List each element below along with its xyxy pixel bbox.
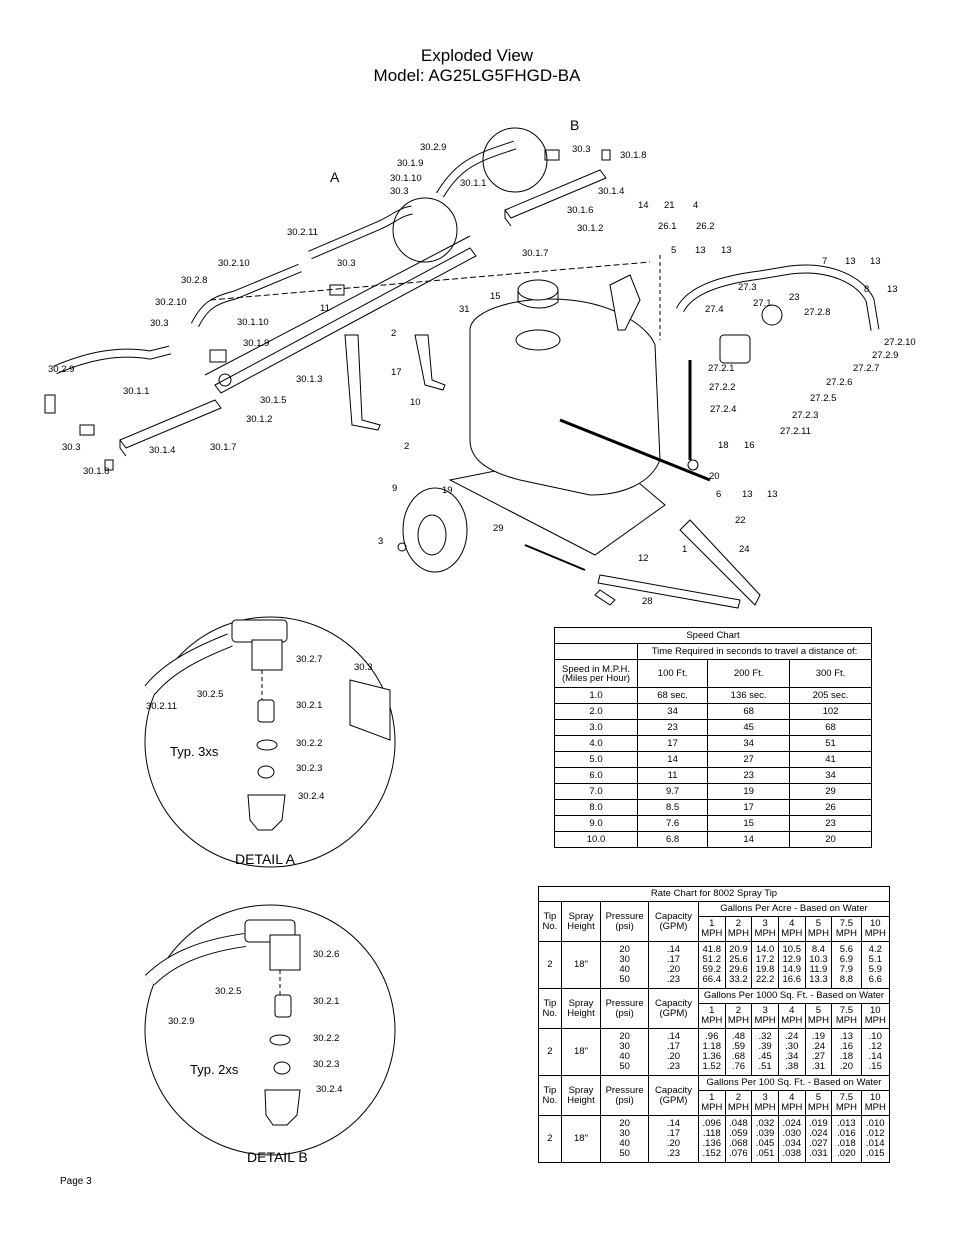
value-cell: 41.8 51.2 59.2 66.4 bbox=[698, 942, 725, 989]
callout: 2 bbox=[404, 441, 410, 452]
callout: 30.1.6 bbox=[567, 205, 594, 216]
pressure-cell: 20 30 40 50 bbox=[601, 1116, 649, 1163]
callout: 30.2.4 bbox=[298, 791, 325, 802]
callout: 31 bbox=[459, 304, 470, 315]
callout: 13 bbox=[767, 489, 778, 500]
detail-a-label: DETAIL A bbox=[235, 851, 295, 867]
capacity-header: Capacity (GPM) bbox=[649, 902, 699, 942]
table-cell: 17 bbox=[708, 800, 790, 816]
callout: 30.2.1 bbox=[313, 996, 340, 1007]
speed-header: 5 MPH bbox=[805, 1004, 832, 1029]
callout: 24 bbox=[739, 544, 750, 555]
table-row bbox=[555, 736, 872, 752]
table-cell: 2.0 bbox=[555, 704, 638, 720]
callout: 30.2.9 bbox=[420, 142, 447, 153]
detail-a-typ: Typ. 3xs bbox=[170, 744, 219, 759]
callout: 21 bbox=[664, 200, 675, 211]
table-cell: 3.0 bbox=[555, 720, 638, 736]
value-cell: 10.5 12.9 14.9 16.6 bbox=[778, 942, 805, 989]
callout: 22 bbox=[735, 515, 746, 526]
callout: 30.1.5 bbox=[260, 395, 287, 406]
table-cell: 23 bbox=[638, 720, 708, 736]
value-cell: 4.2 5.1 5.9 6.6 bbox=[861, 942, 889, 989]
value-cell: .032 .039 .045 .051 bbox=[752, 1116, 779, 1163]
value-cell: 20.9 25.6 29.6 33.2 bbox=[725, 942, 752, 989]
callout: 16 bbox=[744, 440, 755, 451]
callout: 5 bbox=[671, 245, 677, 256]
tip-cell: 2 bbox=[539, 1029, 562, 1076]
table-row bbox=[539, 1116, 890, 1163]
section-heading: Gallons Per 100 Sq. Ft. - Based on Water bbox=[698, 1076, 889, 1091]
callout: 30.2.6 bbox=[313, 949, 340, 960]
table-cell: 23 bbox=[708, 768, 790, 784]
page-number: Page 3 bbox=[60, 1176, 92, 1187]
callout: 19 bbox=[442, 485, 453, 496]
callout: 10 bbox=[410, 397, 421, 408]
callout: 13 bbox=[870, 256, 881, 267]
callout: 30.3 bbox=[150, 318, 169, 329]
pressure-header: Pressure (psi) bbox=[601, 1076, 649, 1116]
capacity-cell: .14 .17 .20 .23 bbox=[649, 1116, 699, 1163]
table-cell: 19 bbox=[708, 784, 790, 800]
table-cell: 5.0 bbox=[555, 752, 638, 768]
callout: 13 bbox=[721, 245, 732, 256]
callout: 30.2.10 bbox=[155, 297, 187, 308]
column-header: 100 Ft. bbox=[638, 660, 708, 688]
callout: 18 bbox=[718, 440, 729, 451]
callout: 30.2.8 bbox=[181, 275, 208, 286]
callout: 26.2 bbox=[696, 221, 715, 232]
table-cell: 8.5 bbox=[638, 800, 708, 816]
table-cell: 7.0 bbox=[555, 784, 638, 800]
callout: 30.2.5 bbox=[197, 689, 224, 700]
table-cell: 7.6 bbox=[638, 816, 708, 832]
callout: 9 bbox=[392, 483, 398, 494]
capacity-cell: .14 .17 .20 .23 bbox=[649, 1029, 699, 1076]
callout: 30.1.10 bbox=[390, 173, 422, 184]
tip-cell: 2 bbox=[539, 942, 562, 989]
speed-header: 4 MPH bbox=[778, 917, 805, 942]
callout: 30.2.11 bbox=[287, 227, 318, 238]
value-cell: .096 .118 .136 .152 bbox=[698, 1116, 725, 1163]
callout: 30.3 bbox=[337, 258, 356, 269]
callout: 20 bbox=[709, 471, 720, 482]
value-cell: .24 .30 .34 .38 bbox=[778, 1029, 805, 1076]
page-title: Exploded View bbox=[420, 46, 534, 65]
table-cell: 15 bbox=[708, 816, 790, 832]
value-cell: .19 .24 .27 .31 bbox=[805, 1029, 832, 1076]
table-cell: 68 sec. bbox=[638, 688, 708, 704]
table-cell: 136 sec. bbox=[708, 688, 790, 704]
callout: 30.1.4 bbox=[598, 186, 625, 197]
callout: 23 bbox=[789, 292, 800, 303]
callout: 30.1.10 bbox=[237, 317, 269, 328]
callout: 28 bbox=[642, 596, 653, 607]
value-cell: .013 .016 .018 .020 bbox=[832, 1116, 861, 1163]
height-cell: 18" bbox=[561, 942, 600, 989]
speed-header: 2 MPH bbox=[725, 917, 752, 942]
table-cell: 41 bbox=[790, 752, 872, 768]
speed-header: 2 MPH bbox=[725, 1091, 752, 1116]
speed-header: 5 MPH bbox=[805, 917, 832, 942]
table-cell: 27 bbox=[708, 752, 790, 768]
callout: 8 bbox=[864, 284, 870, 295]
column-header: 300 Ft. bbox=[790, 660, 872, 688]
table-cell: 10.0 bbox=[555, 832, 638, 848]
callout: 27.2.9 bbox=[872, 350, 899, 361]
table-cell: 51 bbox=[790, 736, 872, 752]
table-cell: 14 bbox=[708, 832, 790, 848]
speed-header: 1 MPH bbox=[698, 917, 725, 942]
pressure-cell: 20 30 40 50 bbox=[601, 942, 649, 989]
capacity-cell: .14 .17 .20 .23 bbox=[649, 942, 699, 989]
value-cell: .019 .024 .027 .031 bbox=[805, 1116, 832, 1163]
callout: 30.1.8 bbox=[83, 466, 110, 477]
speed-header: 3 MPH bbox=[752, 1091, 779, 1116]
table-cell: 20 bbox=[790, 832, 872, 848]
value-cell: .10 .12 .14 .15 bbox=[861, 1029, 889, 1076]
callout: 7 bbox=[822, 256, 828, 267]
table-cell: 9.7 bbox=[638, 784, 708, 800]
height-cell: 18" bbox=[561, 1029, 600, 1076]
capacity-header: Capacity (GPM) bbox=[649, 989, 699, 1029]
callout: 2 bbox=[391, 328, 397, 339]
callout: 30.2.3 bbox=[296, 763, 323, 774]
speed-header: 3 MPH bbox=[752, 917, 779, 942]
table-cell: 102 bbox=[790, 704, 872, 720]
speed-header: 4 MPH bbox=[778, 1004, 805, 1029]
callout: 27.2.10 bbox=[884, 337, 916, 348]
speed-header: 10 MPH bbox=[861, 917, 889, 942]
speed-header: 7.5 MPH bbox=[832, 1091, 861, 1116]
callout: 4 bbox=[693, 200, 699, 211]
callout: 30.2.5 bbox=[215, 986, 242, 997]
callout: 1 bbox=[682, 544, 688, 555]
callout: 30.1.8 bbox=[620, 150, 647, 161]
detail-b-typ: Typ. 2xs bbox=[190, 1062, 239, 1077]
speed-header: 1 MPH bbox=[698, 1004, 725, 1029]
tip-header: Tip No. bbox=[539, 1076, 562, 1116]
callout: 13 bbox=[845, 256, 856, 267]
callout: 30.3 bbox=[62, 442, 81, 453]
callout: 27.2.4 bbox=[710, 404, 737, 415]
table-cell: 6.8 bbox=[638, 832, 708, 848]
table-row bbox=[555, 816, 872, 832]
callout: 30.3 bbox=[354, 662, 373, 673]
callout: 27.2.5 bbox=[810, 393, 837, 404]
callout: 30.2.2 bbox=[296, 738, 323, 749]
callout: 6 bbox=[716, 489, 722, 500]
callout: 30.2.9 bbox=[168, 1016, 195, 1027]
table-cell: 68 bbox=[708, 704, 790, 720]
table-cell: 17 bbox=[638, 736, 708, 752]
callout: 30.1.4 bbox=[149, 445, 176, 456]
callout: 11 bbox=[320, 303, 330, 314]
table-cell: 45 bbox=[708, 720, 790, 736]
value-cell: .32 .39 .45 .51 bbox=[752, 1029, 779, 1076]
column-header: 200 Ft. bbox=[708, 660, 790, 688]
speed-header: 4 MPH bbox=[778, 1091, 805, 1116]
value-cell: 5.6 6.9 7.9 8.8 bbox=[832, 942, 861, 989]
tip-cell: 2 bbox=[539, 1116, 562, 1163]
callout: 27.2.1 bbox=[708, 363, 735, 374]
pressure-cell: 20 30 40 50 bbox=[601, 1029, 649, 1076]
speed-header: 1 MPH bbox=[698, 1091, 725, 1116]
callout: 30.1.2 bbox=[577, 223, 604, 234]
table-row bbox=[539, 1029, 890, 1076]
rate-chart-table bbox=[538, 886, 890, 1163]
detail-a-drawing bbox=[145, 617, 395, 867]
speed-header: 3 MPH bbox=[752, 1004, 779, 1029]
capacity-header: Capacity (GPM) bbox=[649, 1076, 699, 1116]
callout: 30.2.1 bbox=[296, 700, 323, 711]
value-cell: 14.0 17.2 19.8 22.2 bbox=[752, 942, 779, 989]
speed-column-header: Speed in M.P.H. (Miles per Hour) bbox=[555, 660, 638, 688]
callout: 27.4 bbox=[705, 304, 724, 315]
callout-a: A bbox=[330, 169, 340, 185]
tip-header: Tip No. bbox=[539, 989, 562, 1029]
value-cell: .048 .059 .068 .076 bbox=[725, 1116, 752, 1163]
callout: 30.1.9 bbox=[397, 158, 424, 169]
table-row bbox=[555, 784, 872, 800]
callout: 30.3 bbox=[572, 144, 591, 155]
model-number: Model: AG25LG5FHGD-BA bbox=[373, 66, 581, 85]
section-heading: Gallons Per Acre - Based on Water bbox=[698, 902, 889, 917]
callout-b: B bbox=[570, 117, 580, 133]
callout: 30.2.2 bbox=[313, 1033, 340, 1044]
callout: 30.3 bbox=[390, 186, 409, 197]
speed-header: 7.5 MPH bbox=[832, 1004, 861, 1029]
table-cell: 1.0 bbox=[555, 688, 638, 704]
pressure-header: Pressure (psi) bbox=[601, 902, 649, 942]
table-cell: 34 bbox=[790, 768, 872, 784]
table-cell: 34 bbox=[708, 736, 790, 752]
callout: 14 bbox=[638, 200, 649, 211]
detail-b-label: DETAIL B bbox=[247, 1149, 308, 1165]
callout: 27.2.2 bbox=[709, 382, 736, 393]
table-cell: 6.0 bbox=[555, 768, 638, 784]
callout: 13 bbox=[887, 284, 898, 295]
callout: 29 bbox=[493, 523, 504, 534]
callout: 12 bbox=[638, 553, 649, 564]
callout: 27.1 bbox=[753, 298, 772, 309]
table-header-row bbox=[539, 902, 890, 917]
callout: 30.2.11 bbox=[146, 701, 177, 712]
callout: 3 bbox=[378, 536, 384, 547]
table-row bbox=[555, 800, 872, 816]
speed-header: 10 MPH bbox=[861, 1004, 889, 1029]
table-cell: 23 bbox=[790, 816, 872, 832]
table-cell: 29 bbox=[790, 784, 872, 800]
table-cell: 34 bbox=[638, 704, 708, 720]
callout: 27.2.6 bbox=[826, 377, 853, 388]
callout: 27.2.8 bbox=[804, 307, 831, 318]
callout: 13 bbox=[742, 489, 753, 500]
callout: 27.2.11 bbox=[780, 426, 811, 437]
speed-chart-title: Speed Chart bbox=[555, 628, 872, 644]
table-row bbox=[555, 688, 872, 704]
value-cell: 8.4 10.3 11.9 13.3 bbox=[805, 942, 832, 989]
speed-chart-subtitle: Time Required in seconds to travel a distance of: bbox=[638, 644, 872, 660]
callout: 30.2.3 bbox=[313, 1059, 340, 1070]
callout: 13 bbox=[695, 245, 706, 256]
table-cell: 26 bbox=[790, 800, 872, 816]
value-cell: .024 .030 .034 .038 bbox=[778, 1116, 805, 1163]
table-row bbox=[555, 832, 872, 848]
table-row bbox=[555, 704, 872, 720]
table-cell: 14 bbox=[638, 752, 708, 768]
speed-header: 2 MPH bbox=[725, 1004, 752, 1029]
callout: 27.3 bbox=[738, 282, 757, 293]
table-cell: 4.0 bbox=[555, 736, 638, 752]
value-cell: .96 1.18 1.36 1.52 bbox=[698, 1029, 725, 1076]
speed-header: 10 MPH bbox=[861, 1091, 889, 1116]
callout: 30.2.7 bbox=[296, 654, 323, 665]
rate-chart-title: Rate Chart for 8002 Spray Tip bbox=[539, 887, 890, 902]
callout: 26.1 bbox=[658, 221, 677, 232]
height-cell: 18" bbox=[561, 1116, 600, 1163]
speed-chart-table bbox=[554, 627, 872, 848]
pressure-header: Pressure (psi) bbox=[601, 989, 649, 1029]
speed-header: 7.5 MPH bbox=[832, 917, 861, 942]
callout: 30.2.10 bbox=[218, 258, 250, 269]
callout: 30.1.2 bbox=[246, 414, 273, 425]
callout: 30.1.3 bbox=[296, 374, 323, 385]
callout: 30.1.1 bbox=[123, 386, 150, 397]
spray-height-header: Spray Height bbox=[561, 989, 600, 1029]
table-row bbox=[555, 720, 872, 736]
table-cell: 68 bbox=[790, 720, 872, 736]
spray-height-header: Spray Height bbox=[561, 902, 600, 942]
value-cell: .010 .012 .014 .015 bbox=[861, 1116, 889, 1163]
detail-b-drawing bbox=[145, 905, 395, 1155]
value-cell: .48 .59 .68 .76 bbox=[725, 1029, 752, 1076]
callout: 17 bbox=[391, 367, 402, 378]
speed-header: 5 MPH bbox=[805, 1091, 832, 1116]
callout: 30.2.4 bbox=[316, 1084, 343, 1095]
section-heading: Gallons Per 1000 Sq. Ft. - Based on Water bbox=[698, 989, 889, 1004]
callout: 30.1.1 bbox=[460, 178, 487, 189]
callout: 30.2.9 bbox=[48, 364, 75, 375]
callout: 30.1.9 bbox=[243, 338, 270, 349]
table-row bbox=[539, 942, 890, 989]
callout: 27.2.7 bbox=[853, 363, 880, 374]
callout: 27.2.3 bbox=[792, 410, 819, 421]
table-cell: 11 bbox=[638, 768, 708, 784]
table-header-row bbox=[539, 989, 890, 1004]
table-row bbox=[555, 768, 872, 784]
value-cell: .13 .16 .18 .20 bbox=[832, 1029, 861, 1076]
callout: 15 bbox=[490, 291, 501, 302]
callout: 30.1.7 bbox=[522, 248, 549, 259]
callout: 30.1.7 bbox=[210, 442, 237, 453]
table-cell: 9.0 bbox=[555, 816, 638, 832]
table-row bbox=[555, 752, 872, 768]
table-cell: 8.0 bbox=[555, 800, 638, 816]
table-header-row bbox=[539, 1076, 890, 1091]
table-cell: 205 sec. bbox=[790, 688, 872, 704]
spray-height-header: Spray Height bbox=[561, 1076, 600, 1116]
tip-header: Tip No. bbox=[539, 902, 562, 942]
